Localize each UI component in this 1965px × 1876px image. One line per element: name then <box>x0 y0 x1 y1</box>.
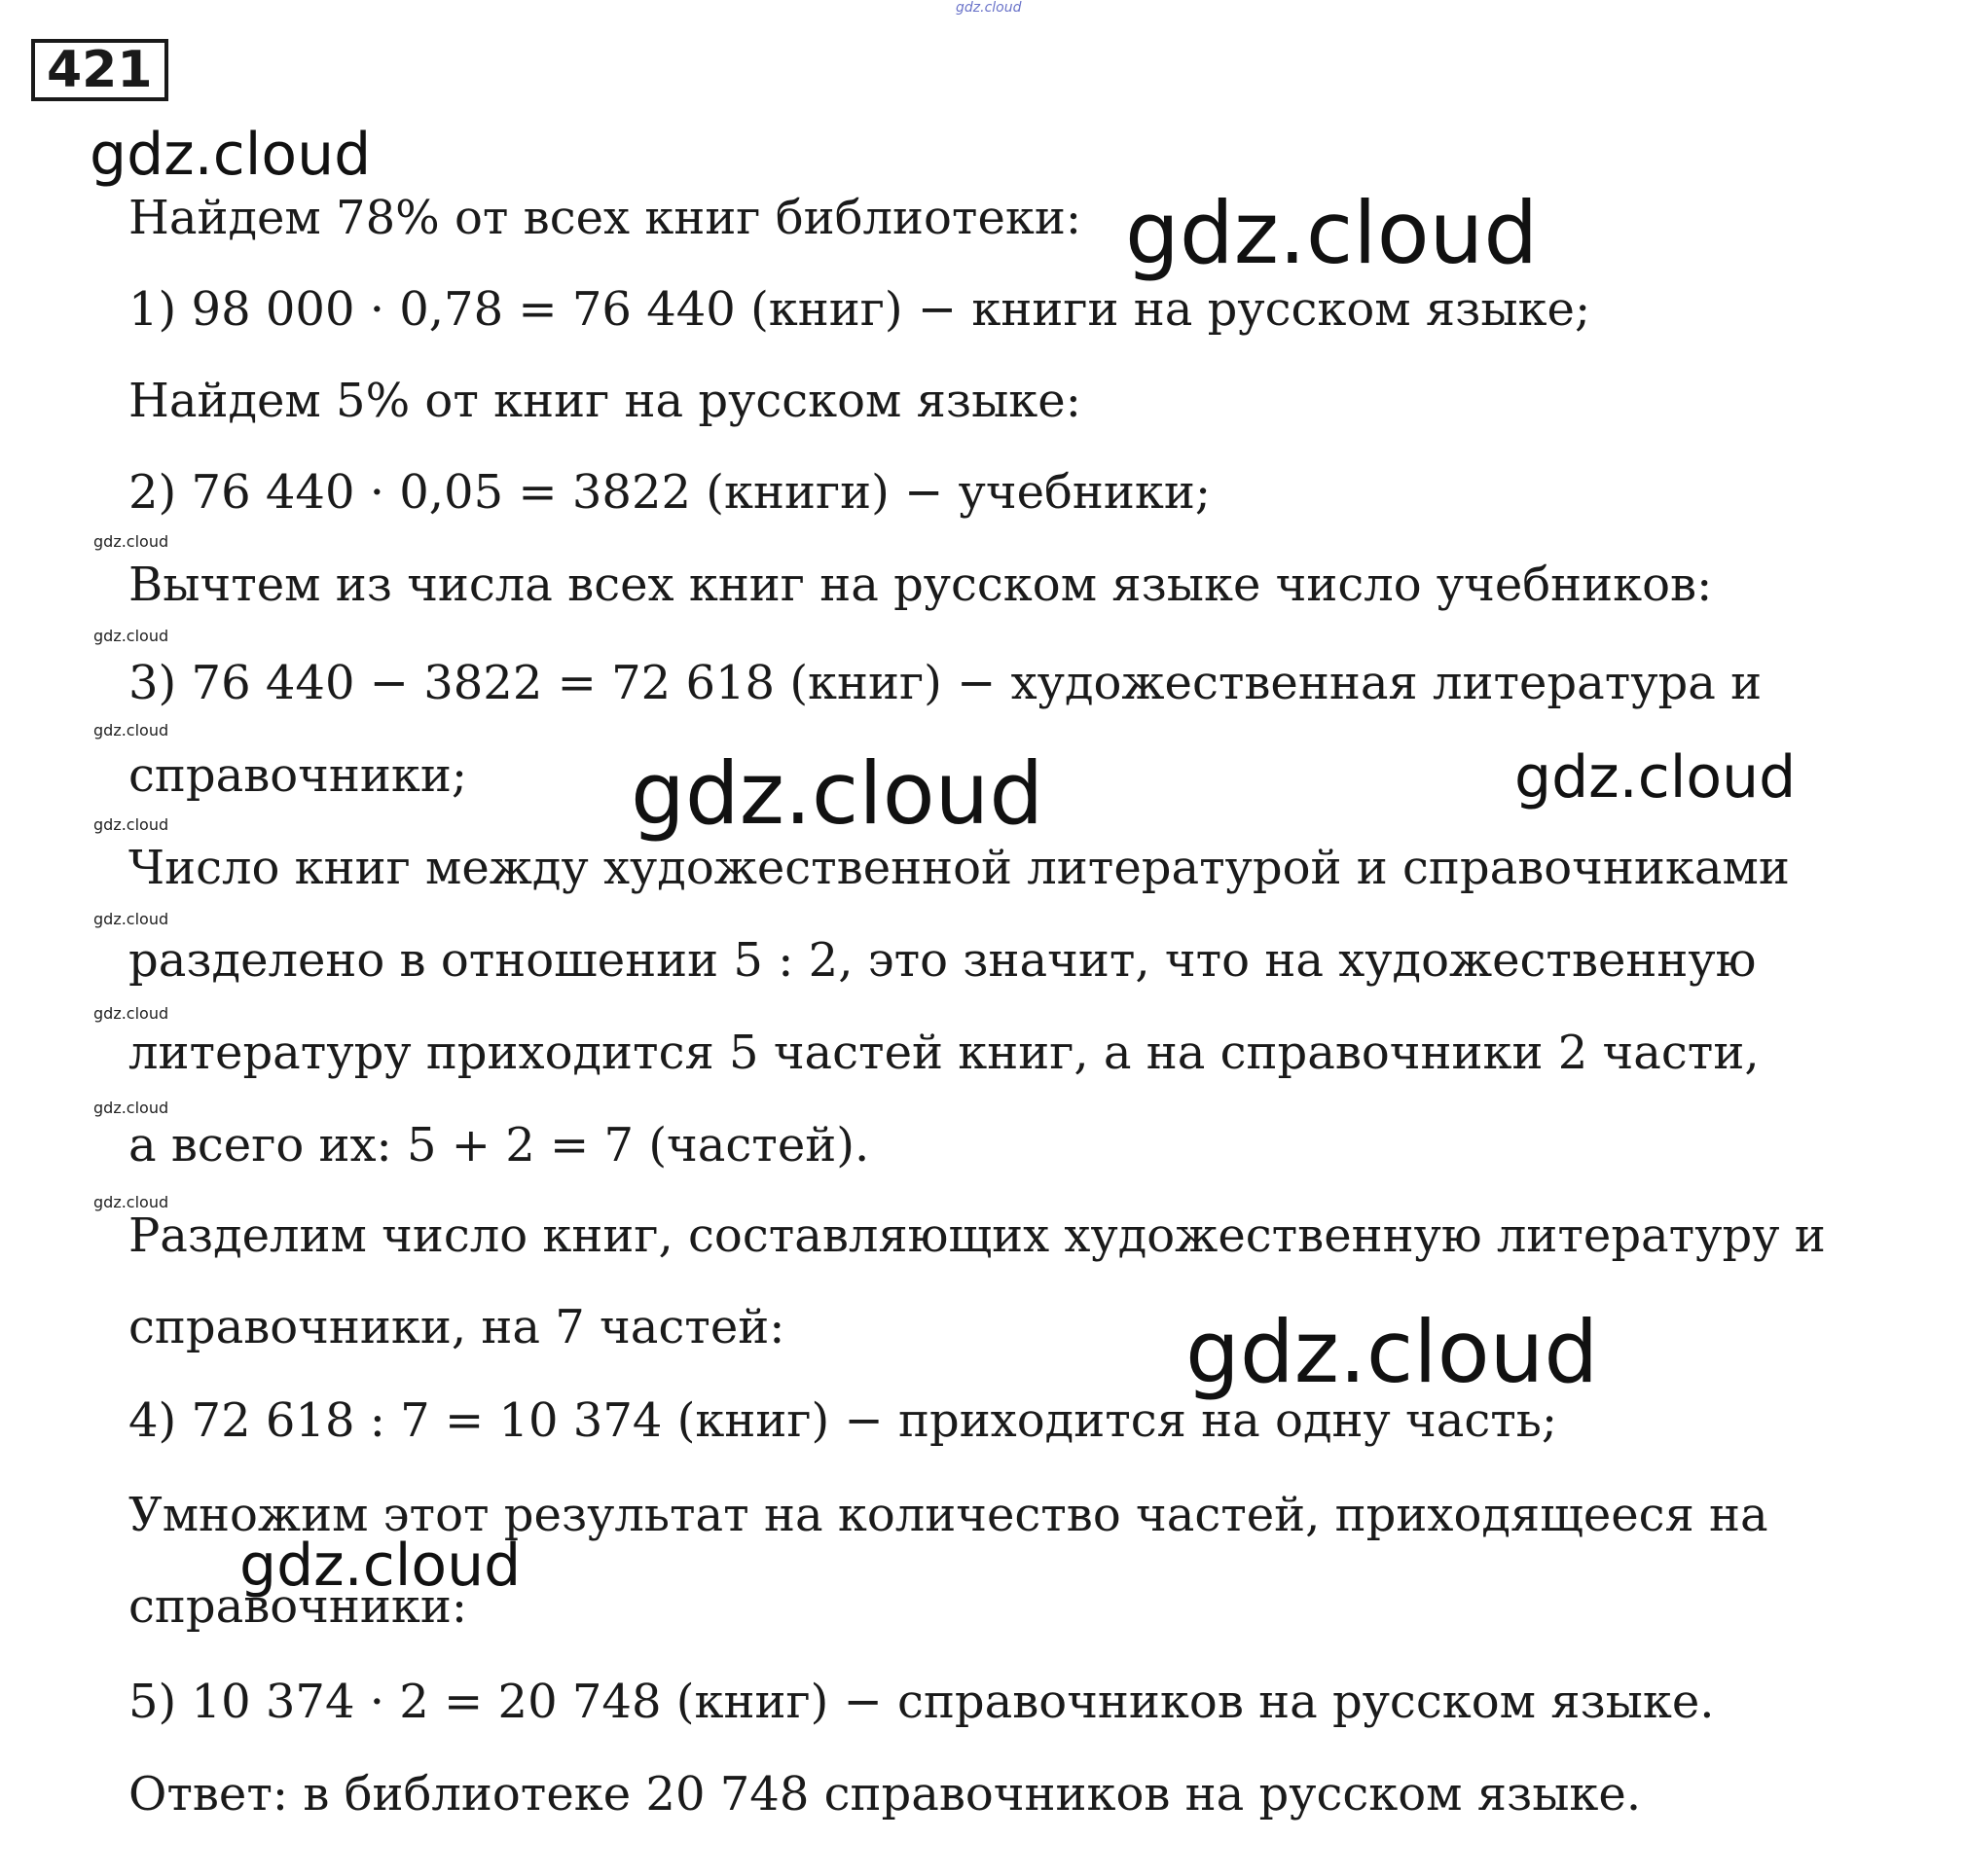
watermark-small: gdz.cloud <box>93 910 169 928</box>
solution-line: справочники, на 7 частей: <box>128 1300 785 1354</box>
watermark: gdz.cloud <box>1514 743 1797 812</box>
watermark-small: gdz.cloud <box>93 815 169 834</box>
watermark-small: gdz.cloud <box>93 1193 169 1211</box>
watermark-top: gdz.cloud <box>956 0 1022 16</box>
watermark-small: gdz.cloud <box>93 721 169 740</box>
solution-line: 2) 76 440 · 0,05 = 3822 (книги) − учебники; <box>128 465 1212 520</box>
solution-line: 5) 10 374 · 2 = 20 748 (книг) − справочников на русском языке. <box>128 1675 1715 1729</box>
solution-line: 1) 98 000 · 0,78 = 76 440 (книг) − книги на русском языке; <box>128 282 1591 337</box>
solution-line: Число книг между художественной литературой и справочниками <box>128 841 1790 895</box>
watermark: gdz.cloud <box>1185 1302 1599 1402</box>
watermark: gdz.cloud <box>1125 183 1539 283</box>
problem-number: 421 <box>31 39 168 101</box>
watermark-small: gdz.cloud <box>93 627 169 645</box>
solution-line: а всего их: 5 + 2 = 7 (частей). <box>128 1118 870 1172</box>
solution-line: 4) 72 618 : 7 = 10 374 (книг) − приходится на одну часть; <box>128 1393 1558 1448</box>
solution-line: Вычтем из числа всех книг на русском языке число учебников: <box>128 558 1713 612</box>
watermark-small: gdz.cloud <box>93 532 169 551</box>
solution-line: разделено в отношении 5 : 2, это значит, что на художественную <box>128 933 1757 988</box>
solution-line: Найдем 5% от книг на русском языке: <box>128 374 1081 428</box>
watermark: gdz.cloud <box>90 121 372 189</box>
watermark: gdz.cloud <box>239 1532 522 1600</box>
solution-line: справочники; <box>128 748 468 803</box>
solution-line: Ответ: в библиотеке 20 748 справочников на русском языке. <box>128 1767 1642 1822</box>
solution-line: справочники: <box>128 1579 468 1634</box>
solution-line: 3) 76 440 − 3822 = 72 618 (книг) − художественная литература и <box>128 656 1763 710</box>
solution-line: Найдем 78% от всех книг библиотеки: <box>128 191 1082 245</box>
watermark: gdz.cloud <box>631 743 1044 844</box>
solution-line: Умножим этот результат на количество частей, приходящееся на <box>128 1488 1768 1542</box>
solution-line: литературу приходится 5 частей книг, а на справочники 2 части, <box>128 1026 1760 1080</box>
watermark-small: gdz.cloud <box>93 1099 169 1117</box>
watermark-small: gdz.cloud <box>93 1004 169 1023</box>
solution-line: Разделим число книг, составляющих художественную литературу и <box>128 1209 1826 1263</box>
